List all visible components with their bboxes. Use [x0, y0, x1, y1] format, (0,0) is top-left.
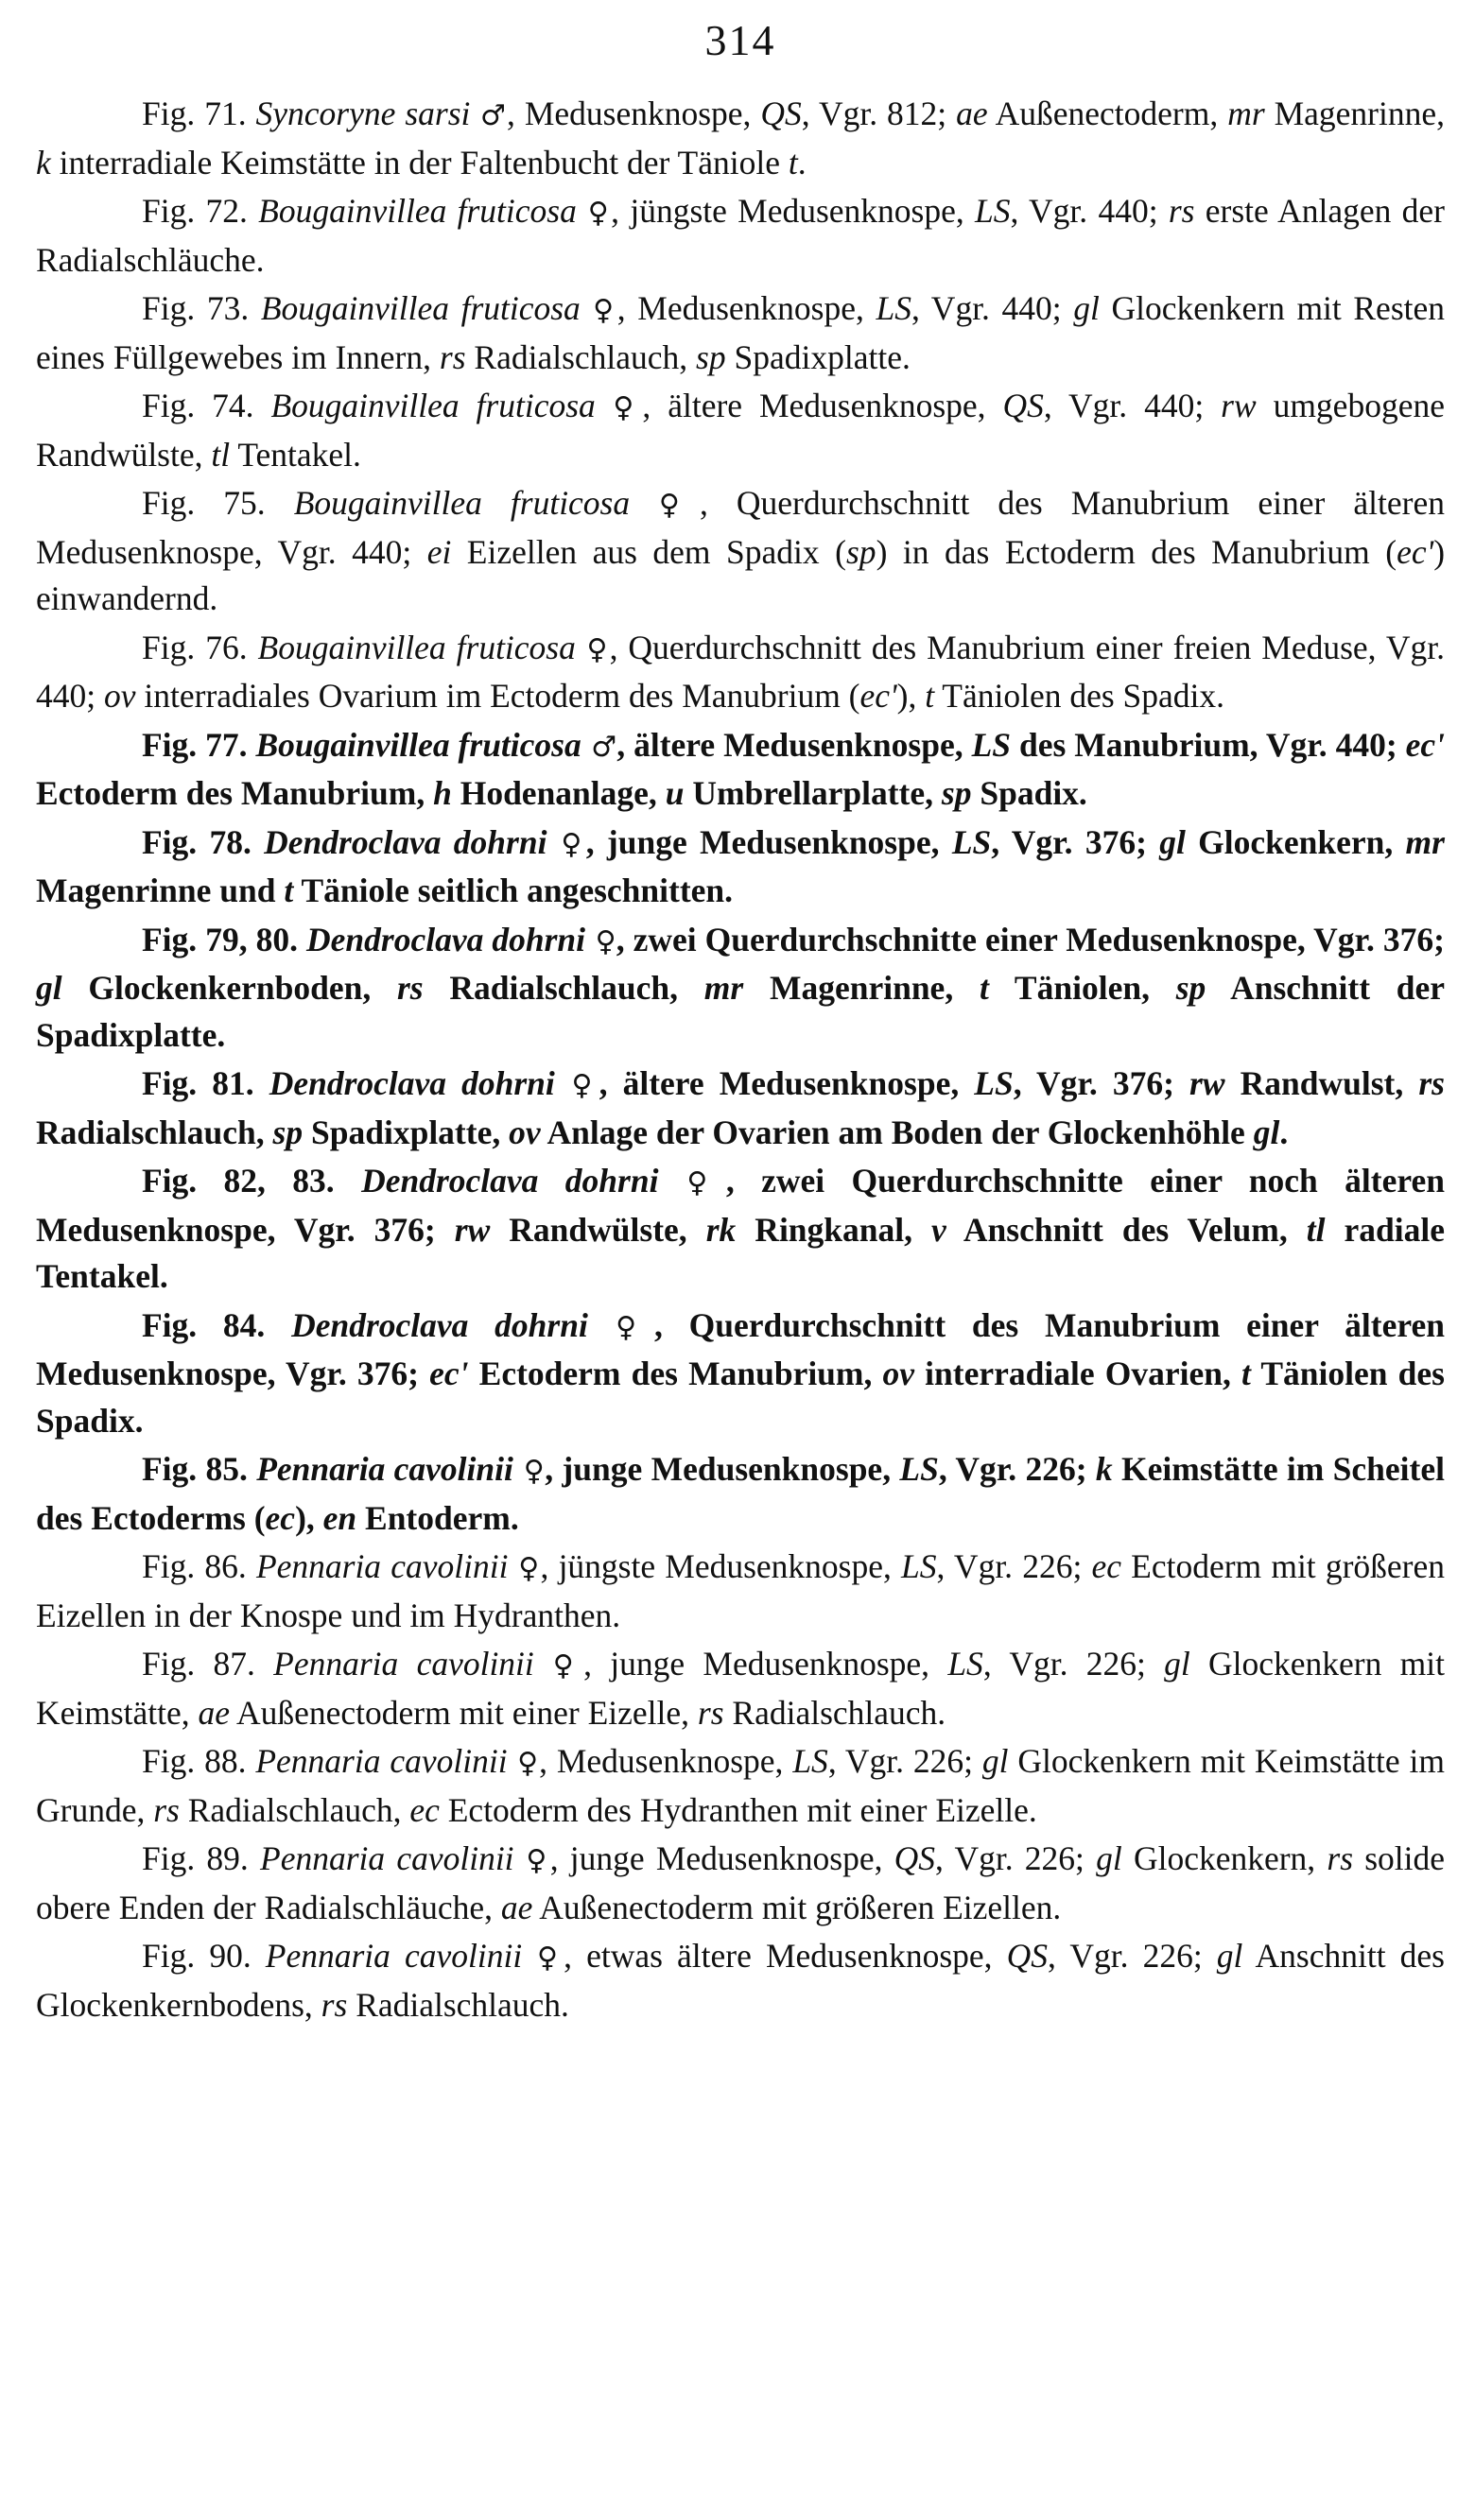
- abbreviation: rs: [697, 1693, 724, 1732]
- figure-number: Fig. 75.: [142, 484, 294, 522]
- species-name: Bougainvillea fruticosa: [293, 484, 631, 522]
- legend-text: Glockenkern mit Keimstätte im Grunde,: [36, 1742, 1445, 1829]
- figure-number: Fig. 89.: [142, 1839, 261, 1877]
- figure-number: Fig. 82, 83.: [142, 1162, 362, 1200]
- figure-number: Fig. 73.: [142, 289, 261, 327]
- abbreviation: ae: [956, 95, 988, 132]
- abbreviation: ae: [500, 1888, 533, 1926]
- abbreviation: rw: [1189, 1064, 1225, 1102]
- abbreviation: rw: [1221, 387, 1257, 424]
- species-name: Pennaria cavolinii: [260, 1839, 514, 1877]
- figure-legend-entry: [36, 285, 1445, 381]
- legend-text: , zwei Querdurchschnitte einer Medusenknospe, Vgr. 376;: [616, 920, 1445, 958]
- sex-symbol: ♀: [587, 1310, 654, 1344]
- abbreviation: u: [665, 774, 685, 812]
- legend-text: Radialschlauch,: [179, 1790, 410, 1829]
- legend-text: Radialschlauch,: [423, 969, 704, 1007]
- legend-text: Außenectoderm,: [987, 95, 1228, 132]
- legend-text: Magenrinne,: [1264, 95, 1445, 132]
- legend-text: Magenrinne und: [36, 872, 285, 909]
- abbreviation: rs: [1168, 192, 1195, 230]
- sex-symbol: ♀: [580, 294, 617, 327]
- legend-text: , Vgr. 440;: [1043, 387, 1222, 424]
- abbreviation: rs: [1327, 1839, 1354, 1877]
- figure-legend-entry: [36, 625, 1445, 720]
- legend-text: , junge Medusenknospe,: [545, 1450, 900, 1488]
- legend-text: Umbrellarplatte,: [684, 774, 942, 812]
- legend-text: , Vgr. 376;: [991, 822, 1160, 861]
- legend-text: Keimstätte im Scheitel des Ectoderms (: [36, 1450, 1445, 1537]
- legend-text: , zwei Querdurchschnitte einer noch älteren Medusenknospe, Vgr. 376;: [36, 1162, 1445, 1249]
- species-name: Bougainvillea fruticosa: [270, 387, 596, 424]
- species-name: Dendroclava dohrni: [269, 1064, 555, 1102]
- figure-legend-entry: [36, 1933, 1445, 2028]
- abbreviation: QS: [760, 95, 802, 132]
- legend-text: , jüngste Medusenknospe,: [611, 192, 976, 230]
- legend-text: radiale Tentakel.: [36, 1210, 1446, 1295]
- sex-symbol: ♀: [513, 1844, 550, 1877]
- legend-text: Täniolen des Spadix.: [36, 1355, 1445, 1440]
- sex-symbol: ♀: [547, 827, 586, 861]
- abbreviation: ei: [426, 532, 452, 571]
- figure-legend-entry: [36, 1641, 1445, 1736]
- abbreviation: t: [1241, 1355, 1251, 1392]
- legend-text: ),: [896, 677, 926, 715]
- figure-legend-list: [36, 91, 1445, 2028]
- legend-text: , Querdurchschnitt des Manubrium einer freien Meduse, Vgr. 440;: [36, 628, 1446, 715]
- abbreviation: tl: [1306, 1210, 1326, 1249]
- figure-legend-entry: [36, 1738, 1445, 1834]
- species-name: Pennaria cavolinii: [265, 1937, 523, 1975]
- legend-text: , ältere Medusenknospe,: [616, 725, 972, 764]
- legend-text: , Querdurchschnitt des Manubrium einer älteren Medusenknospe, Vgr. 440;: [36, 484, 1445, 571]
- legend-text: Außenectoderm mit einer Eizelle,: [230, 1693, 698, 1732]
- abbreviation: h: [433, 774, 452, 812]
- abbreviation: v: [931, 1210, 946, 1249]
- legend-text: , Vgr. 440;: [1010, 192, 1169, 230]
- species-name: Bougainvillea fruticosa: [255, 725, 581, 764]
- legend-text: Täniole seitlich angeschnitten.: [293, 872, 734, 909]
- abbreviation: rs: [321, 1985, 348, 2024]
- figure-number: Fig. 78.: [142, 822, 265, 861]
- legend-text: , Medusenknospe,: [507, 95, 761, 132]
- legend-text: , Vgr. 226;: [1048, 1937, 1217, 1975]
- legend-text: .: [1279, 1113, 1289, 1151]
- sex-symbol: ♀: [585, 924, 616, 958]
- figure-number: Fig. 86.: [142, 1547, 256, 1585]
- abbreviation: ov: [104, 677, 136, 715]
- legend-text: , Vgr. 226;: [938, 1450, 1096, 1488]
- legend-text: Hodenanlage,: [451, 774, 666, 812]
- legend-text: , Vgr. 812;: [801, 95, 957, 132]
- page-number: 314: [704, 16, 776, 64]
- abbreviation: gl: [36, 969, 62, 1007]
- abbreviation: gl: [1073, 289, 1100, 327]
- legend-text: Radialschlauch.: [723, 1693, 946, 1732]
- abbreviation: LS: [974, 1064, 1014, 1102]
- abbreviation: rw: [454, 1210, 491, 1249]
- abbreviation: LS: [899, 1450, 939, 1488]
- legend-text: , Querdurchschnitt des Manubrium einer älteren Medusenknospe, Vgr. 376;: [36, 1305, 1445, 1392]
- abbreviation: mr: [1227, 95, 1265, 132]
- species-name: Bougainvillea fruticosa: [260, 289, 581, 327]
- abbreviation: LS: [951, 822, 992, 861]
- abbreviation: ov: [509, 1113, 541, 1151]
- legend-text: Eizellen aus dem Spadix (: [451, 532, 846, 571]
- sex-symbol: ♂: [470, 99, 507, 132]
- legend-text: ) in das Ectoderm des Manubrium (: [876, 532, 1397, 571]
- legend-text: Radialschlauch.: [347, 1985, 569, 2024]
- abbreviation: rs: [439, 337, 466, 376]
- legend-text: , Vgr. 226;: [827, 1742, 982, 1780]
- legend-text: , Vgr. 226;: [935, 1839, 1097, 1877]
- figure-legend-entry: [36, 1303, 1445, 1445]
- species-name: Pennaria cavolinii: [273, 1645, 534, 1683]
- legend-text: solide obere Enden der Radialschläuche,: [36, 1839, 1446, 1926]
- species-name: Dendroclava dohrni: [264, 822, 547, 861]
- figure-legend-entry: [36, 1446, 1445, 1542]
- figure-number: Fig. 87.: [142, 1645, 274, 1683]
- abbreviation: ec': [1405, 725, 1445, 764]
- legend-text: , Medusenknospe,: [539, 1742, 793, 1780]
- sex-symbol: ♀: [630, 489, 700, 522]
- figure-legend-entry: [36, 820, 1445, 915]
- abbreviation: rk: [705, 1210, 737, 1249]
- legend-text: , Vgr. 376;: [1013, 1064, 1190, 1102]
- figure-legend-entry: [36, 1061, 1445, 1156]
- legend-text: Täniolen des Spadix.: [934, 677, 1225, 715]
- figure-legend-entry: [36, 188, 1445, 284]
- figure-number: Fig. 74.: [142, 387, 271, 424]
- abbreviation: QS: [1002, 387, 1044, 424]
- figure-legend-entry: [36, 1158, 1445, 1301]
- abbreviation: tl: [211, 435, 231, 474]
- abbreviation: QS: [894, 1839, 936, 1877]
- sex-symbol: ♀: [658, 1166, 726, 1200]
- sex-symbol: ♀: [507, 1747, 540, 1780]
- figure-legend-entry: [36, 1836, 1445, 1931]
- legend-text: , junge Medusenknospe,: [549, 1839, 894, 1877]
- abbreviation: rs: [396, 969, 424, 1007]
- figure-legend-entry: [36, 917, 1445, 1060]
- abbreviation: k: [1095, 1450, 1113, 1488]
- legend-text: , junge Medusenknospe,: [585, 822, 952, 861]
- legend-text: , jüngste Medusenknospe,: [540, 1547, 902, 1585]
- legend-text: Glockenkernboden,: [61, 969, 397, 1007]
- abbreviation: sp: [272, 1113, 304, 1151]
- legend-text: Spadix.: [971, 774, 1087, 812]
- legend-text: Randwülste,: [490, 1210, 706, 1249]
- abbreviation: gl: [1164, 1645, 1190, 1683]
- legend-text: Spadixplatte.: [725, 337, 911, 376]
- legend-text: , ältere Medusenknospe,: [599, 1064, 975, 1102]
- abbreviation: en: [322, 1498, 357, 1537]
- legend-text: Außenectoderm mit größeren Eizellen.: [532, 1888, 1062, 1926]
- abbreviation: LS: [792, 1742, 828, 1780]
- legend-text: , Vgr. 226;: [936, 1547, 1092, 1585]
- abbreviation: sp: [845, 532, 876, 571]
- legend-text: , Medusenknospe,: [616, 289, 876, 327]
- sex-symbol: ♀: [575, 632, 610, 666]
- legend-text: ),: [295, 1498, 323, 1537]
- abbreviation: gl: [1159, 822, 1186, 861]
- legend-text: erste Anlagen der Radialschläuche.: [36, 192, 1445, 279]
- abbreviation: ec': [1397, 532, 1434, 571]
- abbreviation: sp: [696, 337, 726, 376]
- abbreviation: ec: [265, 1498, 296, 1537]
- species-name: Syncoryne sarsi: [255, 95, 471, 132]
- species-name: Dendroclava dohrni: [361, 1162, 659, 1200]
- abbreviation: rs: [153, 1790, 180, 1829]
- abbreviation: LS: [975, 192, 1011, 230]
- legend-text: Glockenkern mit Keimstätte,: [36, 1645, 1445, 1732]
- legend-text: Tentakel.: [230, 435, 361, 474]
- legend-text: Ectoderm des Manubrium,: [36, 774, 434, 812]
- abbreviation: LS: [947, 1645, 983, 1683]
- legend-text: interradiale Keimstätte in der Faltenbucht der Täniole: [50, 143, 789, 181]
- abbreviation: ec': [429, 1355, 469, 1392]
- abbreviation: ec': [859, 677, 897, 715]
- figure-legend-entry: [36, 383, 1445, 478]
- abbreviation: t: [284, 872, 294, 909]
- abbreviation: LS: [876, 289, 911, 327]
- figure-number: Fig. 76.: [142, 628, 258, 666]
- figure-number: Fig. 88.: [142, 1742, 256, 1780]
- legend-text: Radialschlauch,: [36, 1113, 273, 1151]
- figure-number: Fig. 84.: [142, 1305, 292, 1344]
- abbreviation: gl: [981, 1742, 1009, 1780]
- abbreviation: QS: [1006, 1937, 1049, 1975]
- legend-text: , Vgr. 226;: [982, 1645, 1165, 1683]
- abbreviation: ae: [198, 1693, 231, 1732]
- legend-text: des Manubrium, Vgr. 440;: [1011, 725, 1406, 764]
- species-name: Pennaria cavolinii: [255, 1547, 509, 1585]
- legend-text: Anschnitt des Velum,: [946, 1210, 1307, 1249]
- sex-symbol: ♀: [576, 197, 612, 230]
- abbreviation: k: [36, 143, 51, 181]
- legend-text: , Vgr. 440;: [911, 289, 1074, 327]
- legend-text: Glockenkern,: [1185, 822, 1406, 861]
- figure-number: Fig. 72.: [142, 192, 259, 230]
- abbreviation: mr: [1405, 822, 1445, 861]
- species-name: Bougainvillea fruticosa: [258, 192, 577, 230]
- species-name: Bougainvillea fruticosa: [257, 628, 576, 666]
- document-page: [36, 0, 1445, 2030]
- abbreviation: LS: [971, 725, 1012, 764]
- figure-number: Fig. 77.: [142, 725, 256, 764]
- abbreviation: ec: [1091, 1547, 1122, 1585]
- legend-text: Glockenkern mit Resten eines Füllgewebes im Innern,: [36, 289, 1446, 376]
- sex-symbol: ♂: [581, 730, 617, 764]
- figure-number: Fig. 79, 80.: [142, 920, 306, 958]
- legend-text: Ectoderm des Hydranthen mit einer Eizelle.: [439, 1790, 1037, 1829]
- abbreviation: t: [979, 969, 989, 1007]
- sex-symbol: ♀: [554, 1069, 599, 1102]
- legend-text: Spadixplatte,: [303, 1113, 510, 1151]
- abbreviation: gl: [1096, 1839, 1122, 1877]
- sex-symbol: ♀: [512, 1455, 546, 1488]
- legend-text: Entoderm.: [356, 1498, 519, 1537]
- abbreviation: sp: [941, 774, 972, 812]
- abbreviation: ov: [882, 1355, 915, 1392]
- legend-text: interradiale Ovarien,: [914, 1355, 1241, 1392]
- legend-text: Anschnitt der Spadixplatte.: [36, 969, 1446, 1054]
- legend-text: Täniolen,: [988, 969, 1176, 1007]
- legend-text: , junge Medusenknospe,: [583, 1645, 948, 1683]
- legend-text: Glockenkern,: [1121, 1839, 1328, 1877]
- figure-number: Fig. 90.: [142, 1937, 266, 1975]
- species-name: Dendroclava dohrni: [291, 1305, 588, 1344]
- abbreviation: mr: [703, 969, 744, 1007]
- legend-text: Radialschlauch,: [465, 337, 697, 376]
- sex-symbol: ♀: [522, 1942, 564, 1975]
- abbreviation: rs: [1418, 1064, 1445, 1102]
- legend-text: interradiales Ovarium im Ectoderm des Manubrium (: [135, 677, 860, 715]
- figure-legend-entry: [36, 1544, 1445, 1639]
- legend-text: , etwas ältere Medusenknospe,: [564, 1937, 1007, 1975]
- abbreviation: LS: [901, 1547, 937, 1585]
- species-name: Pennaria cavolinii: [255, 1742, 508, 1780]
- abbreviation: ec: [409, 1790, 440, 1829]
- figure-legend-entry: [36, 722, 1445, 818]
- legend-text: Ectoderm mit größeren Eizellen in der Knospe und im Hydranthen.: [36, 1547, 1445, 1634]
- sex-symbol: ♀: [533, 1649, 584, 1683]
- legend-text: Anlage der Ovarien am Boden der Glockenhöhle: [540, 1113, 1254, 1151]
- legend-text: Magenrinne,: [743, 969, 980, 1007]
- abbreviation: sp: [1175, 969, 1206, 1007]
- legend-text: Anschnitt des Glockenkernbodens,: [36, 1937, 1445, 2024]
- legend-text: ) einwandernd.: [36, 532, 1446, 617]
- figure-number: Fig. 71.: [142, 95, 256, 132]
- figure-legend-entry: [36, 480, 1445, 623]
- sex-symbol: ♀: [595, 391, 643, 424]
- abbreviation: t: [788, 143, 798, 181]
- figure-number: Fig. 85.: [142, 1450, 257, 1488]
- legend-text: Randwulst,: [1224, 1064, 1419, 1102]
- abbreviation: gl: [1253, 1113, 1280, 1151]
- legend-text: .: [797, 143, 807, 181]
- sex-symbol: ♀: [508, 1552, 541, 1585]
- legend-text: , ältere Medusenknospe,: [642, 387, 1003, 424]
- figure-legend-entry: [36, 91, 1445, 186]
- abbreviation: gl: [1216, 1937, 1243, 1975]
- figure-number: Fig. 81.: [142, 1064, 269, 1102]
- legend-text: Ectoderm des Manubrium,: [468, 1355, 883, 1392]
- species-name: Dendroclava dohrni: [306, 920, 586, 958]
- legend-text: umgebogene Randwülste,: [36, 387, 1445, 474]
- species-name: Pennaria cavolinii: [256, 1450, 513, 1488]
- abbreviation: t: [925, 677, 935, 715]
- legend-text: Ringkanal,: [736, 1210, 932, 1249]
